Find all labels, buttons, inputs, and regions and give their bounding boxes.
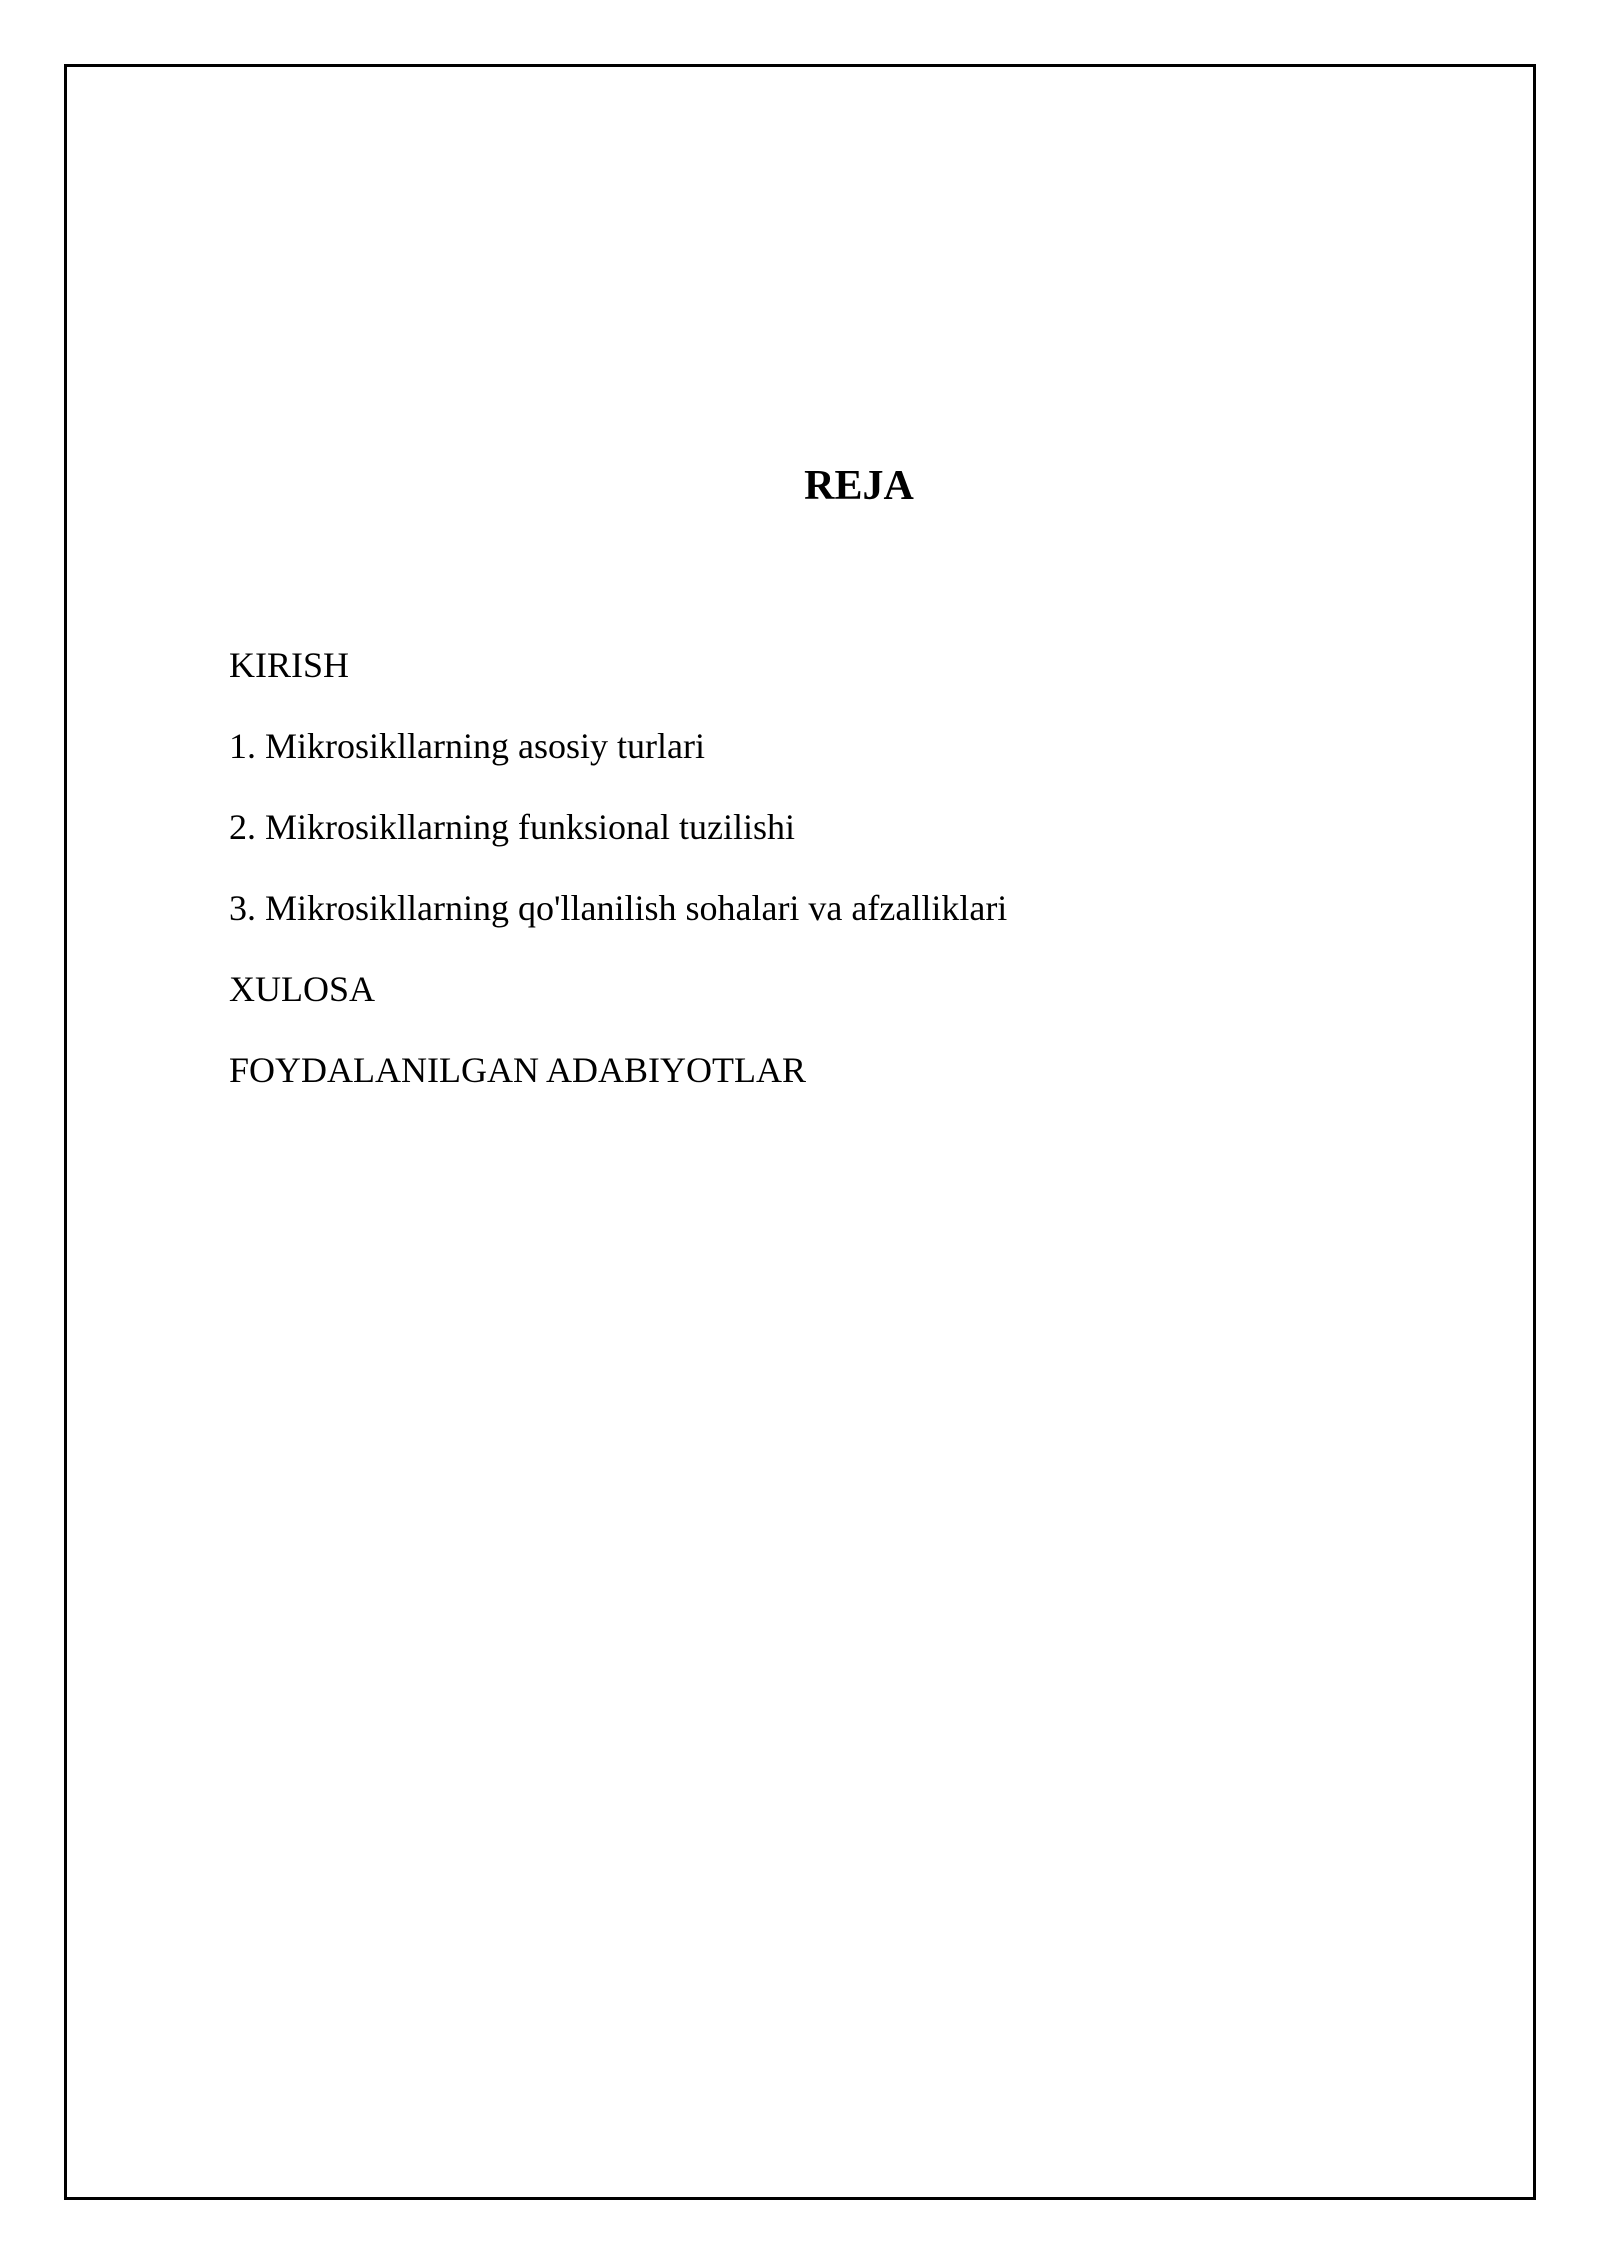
toc-item-conclusion: XULOSA	[229, 969, 376, 1009]
toc-item-introduction: KIRISH	[229, 645, 350, 685]
table-of-contents	[229, 640, 1007, 1126]
page-title: REJA	[804, 463, 914, 509]
toc-item-references: FOYDALANILGAN ADABIYOTLAR	[229, 1050, 806, 1090]
toc-item-section-1: 1. Mikrosikllarning asosiy turlari	[229, 726, 705, 766]
page-border	[64, 64, 1536, 2200]
toc-item-section-3: 3. Mikrosikllarning qo'llanilish sohalari va afzalliklari	[229, 888, 1008, 928]
toc-item-section-2: 2. Mikrosikllarning funksional tuzilishi	[229, 807, 795, 847]
